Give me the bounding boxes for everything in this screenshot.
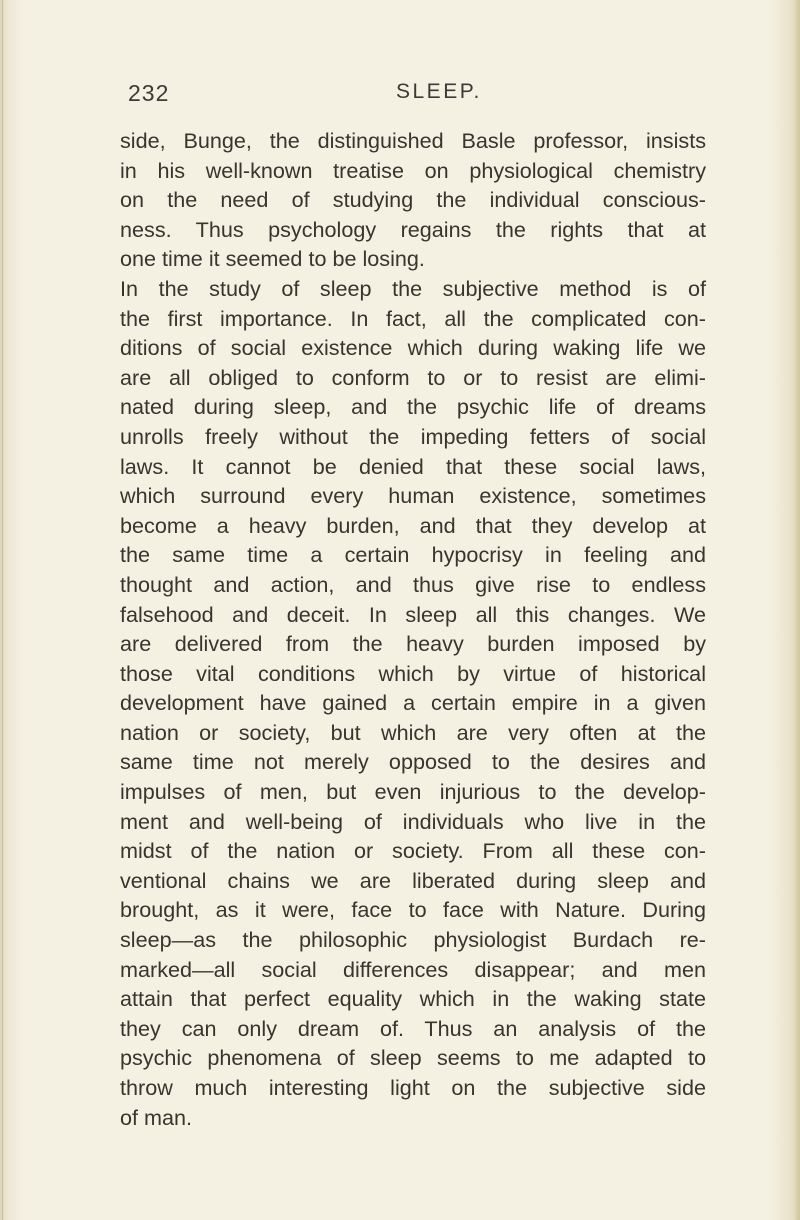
text-line: they can only dream of. Thus an analysis of the [120, 1015, 706, 1041]
text-line: attain that perfect equality which in the waking state [120, 986, 706, 1012]
text-line: brought, as it were, face to face with Nature. During [120, 897, 706, 923]
text-line: become a heavy burden, and that they develop at [120, 512, 706, 538]
page-number: 232 [128, 80, 170, 106]
text-line: side, Bunge, the distinguished Basle professor, insists [120, 128, 706, 153]
text-line: same time not merely opposed to the desires and [120, 749, 706, 775]
text-line: unrolls freely without the impeding fetters of social [120, 423, 706, 449]
text-line: falsehood and deceit. In sleep all this changes. We [120, 601, 706, 627]
text-line: midst of the nation or society. From all these con- [120, 838, 706, 864]
page-outer-edge [794, 0, 800, 1220]
text-line: throw much interesting light on the subjective side [120, 1075, 706, 1100]
text-line: impulses of men, but even injurious to the develop- [120, 779, 706, 805]
text-line: one time it seemed to be losing. [120, 246, 425, 272]
text-line: the same time a certain hypocrisy in feeling and [120, 542, 706, 568]
text-line: thought and action, and thus give rise to endless [120, 571, 706, 597]
text-line: are delivered from the heavy burden imposed by [120, 631, 706, 657]
text-line: on the need of studying the individual conscious- [120, 187, 706, 213]
text-line: ness. Thus psychology regains the rights that at [120, 216, 706, 242]
text-line: In the study of sleep the subjective method is of [120, 275, 706, 301]
text-line: psychic phenomena of sleep seems to me adapted to [120, 1045, 706, 1071]
text-line: nated during sleep, and the psychic life of dreams [120, 394, 706, 420]
text-line: laws. It cannot be denied that these social laws, [120, 453, 706, 479]
text-line: development have gained a certain empire in a given [120, 690, 706, 716]
text-line: the first importance. In fact, all the complicated con- [120, 305, 706, 331]
text-line: of man. [120, 1104, 193, 1130]
text-line: marked—all social differences disappear; and men [120, 956, 706, 982]
text-line: ditions of social existence which during waking life we [120, 335, 706, 361]
page-gutter-edge [2, 0, 3, 1220]
text-line: are all obliged to conform to or to resist are elimi- [120, 364, 706, 390]
text-line: sleep—as the philosophic physiologist Burdach re- [120, 927, 706, 953]
text-line: ment and well-being of individuals who live in the [120, 808, 706, 834]
text-line: nation or society, but which are very often at the [120, 719, 706, 745]
body-text [120, 126, 706, 1132]
page-header [128, 80, 708, 112]
text-line: those vital conditions which by virtue of historical [120, 660, 706, 686]
running-head: SLEEP. [396, 80, 482, 103]
text-line: in his well-known treatise on physiological chemistry [120, 157, 706, 183]
text-line: which surround every human existence, sometimes [120, 483, 706, 509]
text-line: ventional chains we are liberated during sleep and [120, 867, 706, 893]
